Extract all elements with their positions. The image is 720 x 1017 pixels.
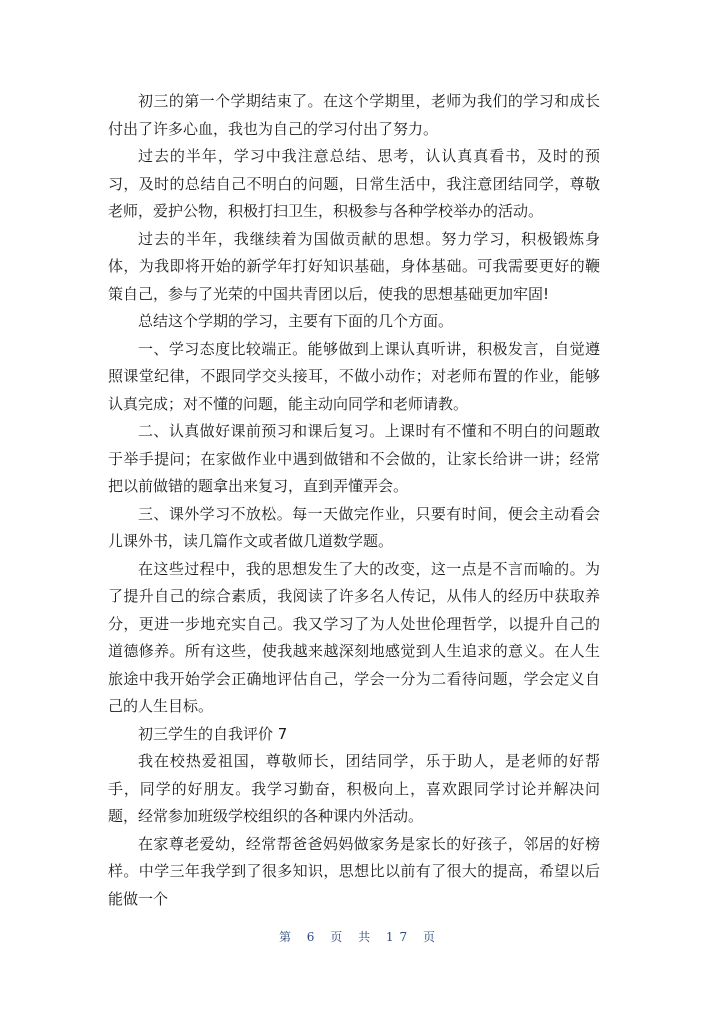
paragraph-7: 三、课外学习不放松。每一天做完作业，只要有时间，便会主动看会儿课外书，读几篇作文或者做几道数学题。 (108, 504, 600, 550)
footer-middle: 页 共 (330, 930, 377, 944)
page-footer (0, 928, 720, 945)
paragraph-6: 二、认真做好课前预习和课后复习。上课时有不懂和不明白的问题敢于举手提问；在家做作业中遇到做错和不会做的，让家长给讲一讲；经常把以前做错的题拿出来复习，直到弄懂弄会。 (108, 422, 600, 495)
footer-suffix: 页 (423, 930, 442, 944)
document-body (108, 88, 600, 913)
paragraph-10: 在家尊老爱幼，经常帮爸爸妈妈做家务是家长的好孩子，邻居的好榜样。中学三年我学到了很多知识，思想比以前有了很大的提高，希望以后能做一个 (108, 834, 600, 908)
paragraph-9: 我在校热爱祖国，尊敬师长，团结同学，乐于助人，是老师的好帮手，同学的好朋友。我学习勤奋，积极向上，喜欢跟同学讨论并解决问题，经常参加班级学校组织的各种课内外活动。 (108, 752, 600, 825)
paragraph-8: 在这些过程中，我的思想发生了大的改变，这一点是不言而喻的。为了提升自己的综合素质，我阅读了许多名人传记，从伟人的经历中获取养分，更进一步地充实自己。我又学习了为人处世伦理哲学，以提升自己的道德修养。所有这些，使我越来越深刻地感觉到人生追求的意义。在人生旅途中我开始学会正确地评估自己，学会一分为二看待问题，学会定义自己的人生目标。 (108, 559, 600, 715)
paragraph-2: 过去的半年，学习中我注意总结、思考，认认真真看书，及时的预习，及时的总结自己不明白的问题，日常生活中，我注意团结同学，尊敬老师，爱护公物，积极打扫卫生，积极参与各种学校举办的活动。 (108, 147, 600, 220)
paragraph-3: 过去的半年，我继续着为国做贡献的思想。努力学习，积极锻炼身体，为我即将开始的新学年打好知识基础，身体基础。可我需要更好的鞭策自己，参与了光荣的中国共青团以后，使我的思想基础更加牢固! (108, 229, 600, 303)
paragraph-5: 一、学习态度比较端正。能够做到上课认真听讲，积极发言，自觉遵照课堂纪律，不跟同学交头接耳，不做小动作；对老师布置的作业，能够认真完成；对不懂的问题，能主动向同学和老师请教。 (108, 339, 600, 413)
footer-current-page: 6 (306, 930, 321, 944)
footer-prefix: 第 (278, 930, 297, 944)
paragraph-4: 总结这个学期的学习，主要有下面的几个方面。 (138, 312, 454, 330)
footer-total-pages: 17 (385, 930, 414, 944)
paragraph-1: 初三的第一个学期结束了。在这个学期里，老师为我们的学习和成长付出了许多心血，我也为自己的学习付出了努力。 (108, 92, 600, 138)
section-heading: 初三学生的自我评价 7 (138, 724, 288, 743)
